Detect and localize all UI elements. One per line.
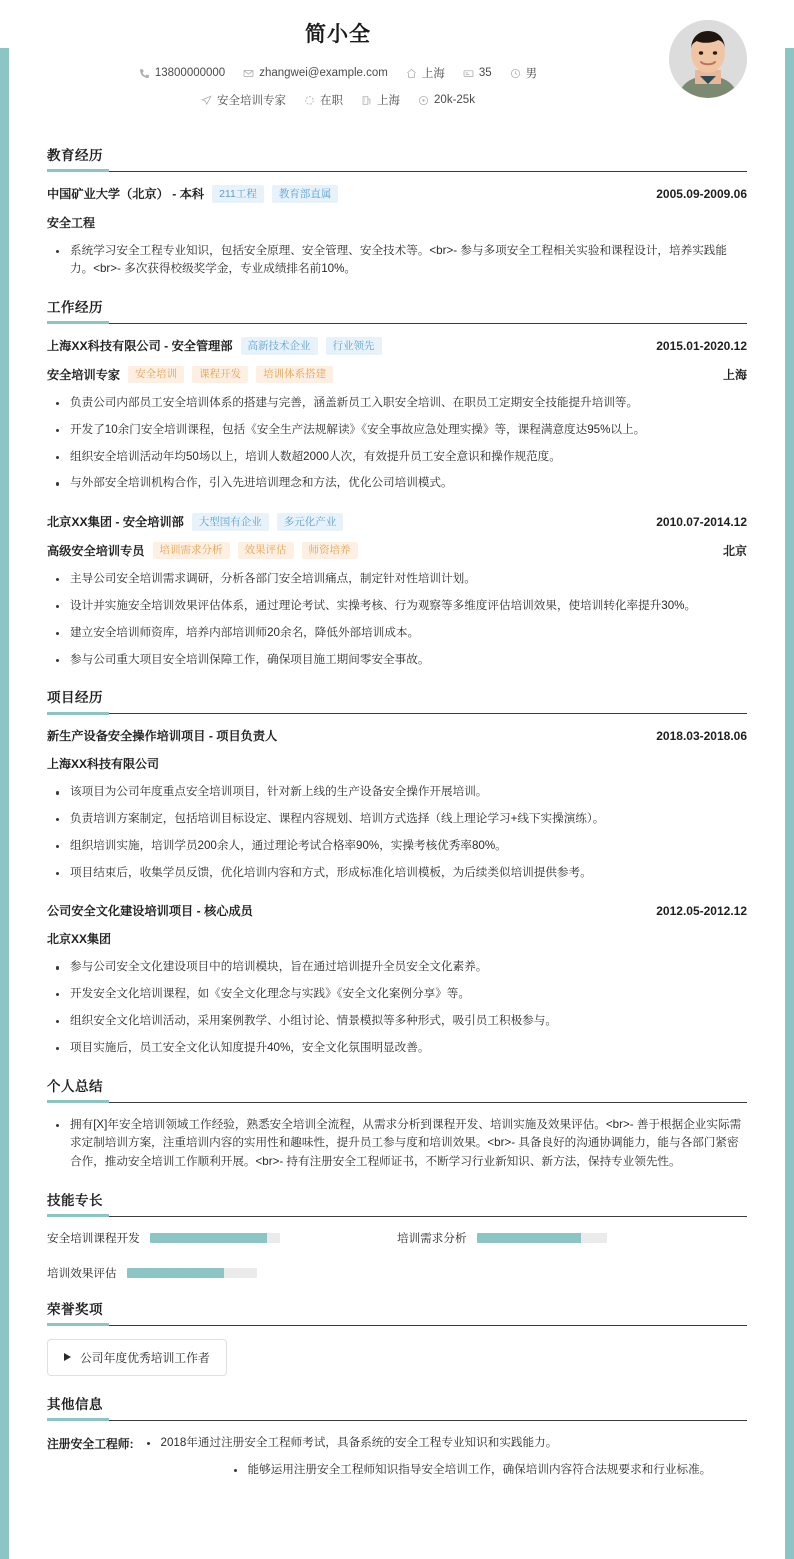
skills-title-wrap [47,1189,747,1217]
work-location: 上海 [722,367,747,382]
job-location-value: 上海 [377,95,401,107]
work-role-tag: 师资培养 [302,542,358,560]
job-status-value: 在职 [320,95,344,107]
bullet-item: 拥有[X]年安全培训领域工作经验，熟悉安全培训全流程，从需求分析到课程开发、培训实施及效果评估。<br>- 善于根据企业实际需求定制培训方案，注重培训内容的实用性和趣味性，提升员工参与度和培训效果。<br>- 具备良好的沟通协调能力，能与各部门紧密合作，推动安全培训工作顺利开展。<br>- 持有注册安全工程师证书，不断学习行业新知识、新方法，保持专业领先性。 [49,1116,747,1172]
skill-progress-fill [150,1233,267,1243]
work-role-tag: 培训需求分析 [153,542,230,560]
work-role-line [47,366,747,384]
contact-phone-value: 13800000000 [154,67,226,79]
other-info-label: 注册安全工程师: [47,1436,134,1451]
coin-icon [418,95,429,106]
work-company-tag: 行业领先 [326,337,382,355]
work-company-tag: 大型国有企业 [192,513,269,531]
skill-item [397,1230,747,1246]
bullet-item: 开发安全文化培训课程，如《安全文化理念与实践》《安全文化案例分享》等。 [49,985,747,1004]
skill-name: 培训需求分析 [397,1231,467,1245]
building-icon [361,95,372,106]
work-bullets [49,570,747,669]
project-entry-header [47,727,747,744]
job-title-value: 安全培训专家 [217,95,287,107]
project-entry-left [47,902,646,919]
other-info-row [47,1434,747,1488]
project-name: 公司安全文化建设培训项目 - 核心成员 [47,904,253,919]
work-entry-header [47,513,747,531]
skill-name: 安全培训课程开发 [47,1231,140,1245]
work-role-left [47,366,713,384]
work-company-tag: 高新技术企业 [241,337,318,355]
send-icon [201,95,212,106]
education-tag: 教育部直属 [272,185,339,203]
project-date: 2012.05-2012.12 [656,903,747,918]
contact-city [406,65,445,81]
section-title-other: 其他信息 [47,1396,103,1412]
job-salary-value: 20k-25k [434,94,475,106]
work-entry-header [47,337,747,355]
work-bullets [49,394,747,493]
job-info-row [47,92,669,108]
project-title-wrap [47,686,747,714]
bullet-item: 与外部安全培训机构合作，引入先进培训理念和方法，优化公司培训模式。 [49,474,747,493]
work-company: 北京XX集团 - 安全培训部 [47,515,184,530]
work-company: 上海XX科技有限公司 - 安全管理部 [47,339,233,354]
contact-age [463,67,492,79]
project-entry [47,902,747,1057]
phone-icon [139,68,150,79]
skill-progress-track [127,1268,257,1278]
section-education [47,144,747,279]
work-entry-left [47,337,646,355]
bullet-item: 组织培训实施，培训学员200余人，通过理论考试合格率90%，实操考核优秀率80%。 [49,837,747,856]
education-entry [47,185,747,279]
gender-icon [510,68,521,79]
section-honors [47,1298,747,1376]
contact-city-value: 上海 [421,68,445,80]
project-bullets [49,783,747,882]
education-entry-left [47,185,646,203]
section-other [47,1393,747,1488]
project-name: 新生产设备安全操作培训项目 - 项目负责人 [47,729,278,744]
contact-gender [510,65,538,81]
work-role-tag: 课程开发 [192,366,248,384]
education-major: 安全工程 [47,215,96,230]
project-entry [47,727,747,882]
bullet-item: 建立安全培训师资库，培养内部培训师20余名，降低外部培训成本。 [49,624,747,643]
bullet-item: 项目实施后，员工安全文化认知度提升40%，安全文化氛围明显改善。 [49,1039,747,1058]
work-company-tag: 多元化产业 [277,513,344,531]
work-entry [47,513,747,669]
education-entry-header [47,185,747,203]
work-role-tag: 效果评估 [238,542,294,560]
education-school: 中国矿业大学（北京） - 本科 [47,187,205,202]
bullet-item: 能够运用注册安全工程师知识指导安全培训工作，确保培训内容符合法规要求和行业标准。 [140,1461,747,1480]
education-bullets [49,242,747,280]
bullet-item: 系统学习安全工程专业知识，包括安全原理、安全管理、安全技术等。<br>- 参与多项安全工程相关实验和课程设计，培养实践能力。<br>- 多次获得校级奖学金，专业成绩排名前10%。 [49,242,747,280]
work-date: 2015.01-2020.12 [656,338,747,353]
work-role-tag: 安全培训 [128,366,184,384]
project-company: 上海XX科技有限公司 [47,757,160,772]
work-entry-left [47,513,646,531]
work-location: 北京 [722,543,747,558]
skill-item [47,1265,397,1281]
bullet-item: 参与公司重大项目安全培训保障工作，确保项目施工期间零安全事故。 [49,651,747,670]
bullet-item: 负责公司内部员工安全培训体系的搭建与完善，涵盖新员工入职安全培训、在职员工定期安全技能提升培训等。 [49,394,747,413]
bullet-item: 组织安全文化培训活动，采用案例教学、小组讨论、情景模拟等多种形式，吸引员工积极参与。 [49,1012,747,1031]
skill-progress-fill [127,1268,225,1278]
honor-label: 公司年度优秀培训工作者 [80,1350,210,1365]
project-entry-header [47,902,747,919]
contact-email-value: zhangwei@example.com [259,67,388,79]
section-summary [47,1075,747,1172]
bullet-item: 组织安全培训活动年均50场以上，培训人数超2000人次，有效提升员工安全意识和操作规范度。 [49,448,747,467]
work-entry [47,337,747,493]
bullet-item: 开发了10余门安全培训课程，包括《安全生产法规解读》《安全事故应急处理实操》等，课程满意度达95%以上。 [49,421,747,440]
contact-age-value: 35 [478,67,492,79]
project-company: 北京XX集团 [47,932,112,947]
avatar [669,20,747,98]
section-title-summary: 个人总结 [47,1078,103,1094]
job-title-item [201,92,286,108]
contact-phone [139,67,225,79]
bottom-spacer [47,1487,747,1505]
section-project [47,686,747,1057]
skill-progress-track [477,1233,607,1243]
work-role-tag: 培训体系搭建 [256,366,333,384]
header-main [47,12,669,119]
section-title-education: 教育经历 [47,148,103,163]
education-tag: 211工程 [212,185,264,203]
other-info-list [140,1434,747,1488]
contact-email [243,67,388,79]
section-title-skills: 技能专长 [47,1192,103,1208]
project-entry-left [47,727,646,744]
work-date: 2010.07-2014.12 [656,514,747,529]
bullet-item: 参与公司安全文化建设项目中的培训模块，旨在通过培训提升全员安全文化素养。 [49,958,747,977]
id-card-icon [463,68,474,79]
job-salary-item [418,94,475,106]
section-title-honors: 荣誉奖项 [47,1301,103,1317]
status-icon [304,95,315,106]
work-title-wrap [47,296,747,324]
resume-header [47,0,747,127]
education-date: 2005.09-2009.06 [656,186,747,201]
section-skills [47,1189,747,1281]
bullet-item: 负责培训方案制定，包括培训目标设定、课程内容规划、培训方式选择（线上理论学习+线下实操演练）。 [49,810,747,829]
home-icon [406,68,417,79]
bullet-item: 2018年通过注册安全工程师考试，具备系统的安全工程专业知识和实践能力。 [140,1434,747,1453]
skills-grid [47,1230,747,1281]
candidate-name: 简小全 [305,23,371,46]
job-location-item [361,92,400,108]
bullet-item: 设计并实施安全培训效果评估体系，通过理论考试、实操考核、行为观察等多维度评估培训效果，使培训转化率提升30%。 [49,597,747,616]
skill-name: 培训效果评估 [47,1266,117,1280]
summary-bullets [49,1116,747,1172]
other-title-wrap [47,1393,747,1421]
honor-chip[interactable] [47,1339,227,1376]
honors-title-wrap [47,1298,747,1326]
mail-icon [243,68,254,79]
education-title-wrap [47,144,747,172]
work-role-line [47,542,747,560]
skill-item [47,1230,397,1246]
bullet-item: 主导公司安全培训需求调研，分析各部门安全培训痛点，制定针对性培训计划。 [49,570,747,589]
bullet-item: 该项目为公司年度重点安全培训项目，针对新上线的生产设备安全操作开展培训。 [49,783,747,802]
contact-info-row [47,65,669,81]
project-bullets [49,958,747,1057]
job-status-item [304,92,343,108]
caret-right-icon [64,1353,71,1361]
contact-gender-value: 男 [525,68,538,80]
section-title-project: 项目经历 [47,690,103,706]
work-role-left [47,542,713,560]
skill-progress-fill [477,1233,581,1243]
bullet-item: 项目结束后，收集学员反馈，优化培训内容和方式，形成标准化培训模板，为后续类似培训提供参考。 [49,864,747,883]
section-title-work: 工作经历 [47,300,103,316]
summary-title-wrap [47,1075,747,1103]
section-work [47,296,747,669]
skill-progress-track [150,1233,280,1243]
work-role: 高级安全培训专员 [47,543,145,558]
project-date: 2018.03-2018.06 [656,728,747,743]
work-role: 安全培训专家 [47,367,121,382]
